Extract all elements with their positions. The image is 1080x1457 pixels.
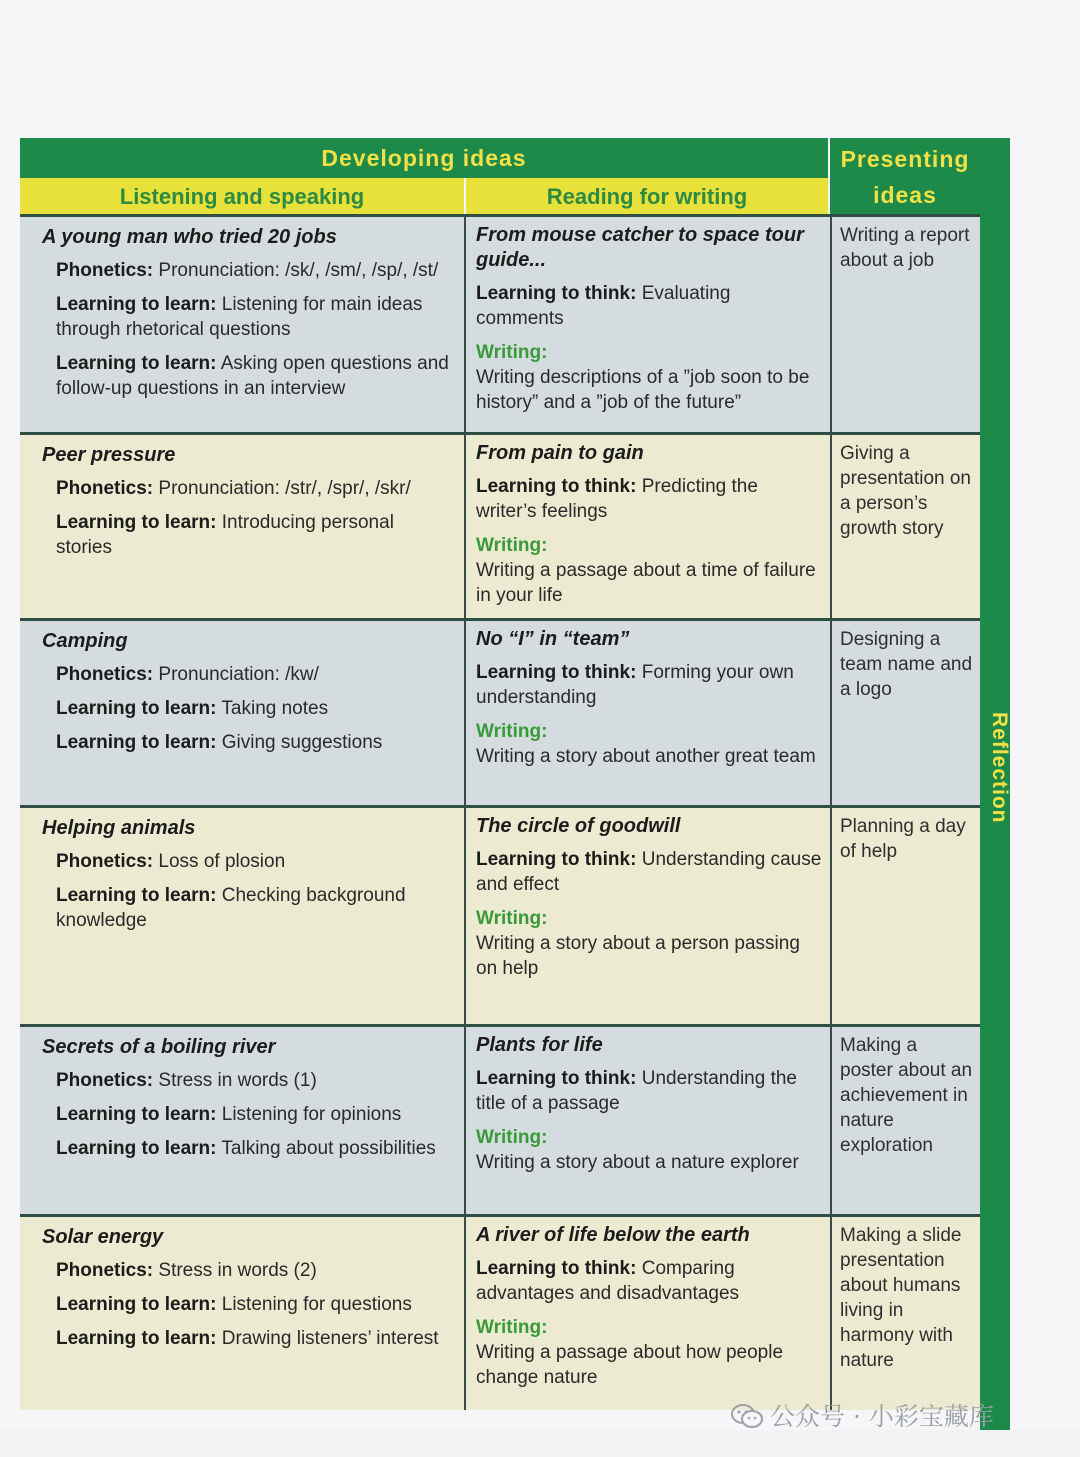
writing-text: Writing a story about another great team [476,746,816,767]
item-text: Predicting the writer’s feelings [476,476,758,522]
item-text: Talking about possibilities [216,1138,436,1159]
header-listening-speaking: Listening and speaking [20,178,464,214]
listening-item [56,1068,454,1093]
presenting-cell: Giving a presentation on a person’s growth story [830,435,980,618]
item-label: Learning to learn: [56,885,217,906]
item-text: Forming your own understanding [476,662,794,708]
item-text: Introducing personal stories [56,512,394,558]
item-text: Listening for opinions [216,1104,402,1125]
item-text: Pronunciation: /str/, /spr/, /skr/ [153,478,411,499]
listening-item [56,476,454,501]
item-label: Phonetics: [56,664,154,685]
writing-text: Writing a story about a nature explorer [476,1152,799,1173]
item-label: Learning to think: [476,1068,637,1089]
writing-task [476,906,822,981]
table-row [20,618,980,805]
listening-item [56,1102,454,1127]
reading-cell [464,1217,830,1410]
learning-to-think [476,281,822,331]
presenting-cell: Writing a report about a job [830,217,980,432]
item-label: Learning to think: [476,476,637,497]
listening-item [56,1136,454,1161]
writing-text: Writing a story about a person passing on help [476,933,800,979]
learning-to-think [476,847,822,897]
item-text: Giving suggestions [216,732,383,753]
listening-item [56,258,454,283]
item-label: Learning to learn: [56,698,217,719]
writing-task [476,1315,822,1390]
item-label: Phonetics: [56,1260,154,1281]
item-label: Learning to learn: [56,1328,217,1349]
reflection-label: Reflection [988,712,1011,824]
item-label: Learning to learn: [56,1138,217,1159]
item-text: Understanding the title of a passage [476,1068,797,1114]
table-row [20,805,980,1024]
unit-listening-title: Camping [42,630,128,652]
item-label: Phonetics: [56,478,154,499]
writing-task [476,1125,822,1175]
presenting-cell: Making a poster about an achievement in nature exploration [830,1027,980,1214]
item-text: Listening for questions [216,1294,412,1315]
presenting-cell: Planning a day of help [830,808,980,1024]
item-label: Phonetics: [56,260,154,281]
item-label: Learning to think: [476,849,637,870]
unit-reading-title: From pain to gain [476,442,644,464]
learning-to-think [476,1256,822,1306]
listening-item [56,730,454,755]
table-row [20,214,980,432]
unit-reading-title: From mouse catcher to space tour guide... [476,224,804,271]
unit-reading-title: Plants for life [476,1034,603,1056]
listening-item [56,1326,454,1351]
item-text: Evaluating comments [476,283,731,329]
writing-label: Writing: [476,908,548,929]
reading-cell [464,435,830,618]
unit-listening-title: Peer pressure [42,444,176,466]
item-text: Loss of plosion [153,851,286,872]
header-developing-ideas: Developing ideas [20,138,828,178]
listening-cell [20,621,464,805]
writing-label: Writing: [476,1127,548,1148]
listening-cell [20,435,464,618]
writing-text: Writing a passage about a time of failure in your life [476,560,816,606]
unit-reading-title: No “I” in “team” [476,628,630,650]
item-label: Learning to learn: [56,512,217,533]
item-label: Learning to learn: [56,1104,217,1125]
writing-task [476,340,822,415]
table-row [20,1214,980,1410]
item-text: Asking open questions and follow-up questions in an interview [56,353,449,399]
listening-cell [20,808,464,1024]
item-label: Learning to think: [476,662,637,683]
learning-to-think [476,660,822,710]
listening-cell [20,217,464,432]
listening-item [56,696,454,721]
item-text: Taking notes [216,698,329,719]
item-text: Stress in words (1) [153,1070,317,1091]
presenting-cell: Designing a team name and a logo [830,621,980,805]
syllabus-table [20,138,1010,1430]
item-text: Pronunciation: /kw/ [153,664,319,685]
item-text: Checking background knowledge [56,885,406,931]
page-bottom-margin [0,1430,1080,1457]
listening-item [56,292,454,342]
writing-text: Writing descriptions of a ”job soon to be history” and a ”job of the future” [476,367,810,413]
reading-cell [464,1027,830,1214]
unit-reading-title: A river of life below the earth [476,1224,750,1246]
writing-task [476,719,822,769]
unit-listening-title: A young man who tried 20 jobs [42,226,337,248]
unit-listening-title: Secrets of a boiling river [42,1036,276,1058]
unit-listening-title: Solar energy [42,1226,164,1248]
item-text: Listening for main ideas through rhetorical questions [56,294,423,340]
item-label: Learning to learn: [56,732,217,753]
listening-cell [20,1027,464,1214]
header-presenting-ideas: Presenting ideas [830,138,980,214]
listening-cell [20,1217,464,1410]
item-text: Comparing advantages and disadvantages [476,1258,740,1304]
reading-cell [464,217,830,432]
writing-text: Writing a passage about how people change nature [476,1342,784,1388]
item-label: Phonetics: [56,1070,154,1091]
writing-task [476,533,822,608]
item-label: Learning to learn: [56,353,217,374]
writing-label: Writing: [476,342,548,363]
listening-item [56,1292,454,1317]
item-text: Understanding cause and effect [476,849,822,895]
listening-item [56,849,454,874]
presenting-cell: Making a slide presentation about humans living in harmony with nature [830,1217,980,1410]
table-row [20,1024,980,1214]
listening-item [56,662,454,687]
item-text: Pronunciation: /sk/, /sm/, /sp/, /st/ [153,260,439,281]
writing-label: Writing: [476,1317,548,1338]
item-text: Stress in words (2) [153,1260,317,1281]
watermark-text: 公众号 · 小彩宝藏库 [770,1402,994,1431]
learning-to-think [476,1066,822,1116]
item-text: Drawing listeners’ interest [216,1328,439,1349]
header-reading-writing: Reading for writing [466,178,828,214]
learning-to-think [476,474,822,524]
item-label: Phonetics: [56,851,154,872]
reading-cell [464,621,830,805]
writing-label: Writing: [476,535,548,556]
table-row [20,432,980,618]
reading-cell [464,808,830,1024]
listening-item [56,883,454,933]
item-label: Learning to think: [476,1258,637,1279]
listening-item [56,351,454,401]
item-label: Learning to learn: [56,1294,217,1315]
watermark [730,1397,994,1433]
item-label: Learning to learn: [56,294,217,315]
listening-item [56,1258,454,1283]
unit-listening-title: Helping animals [42,817,196,839]
wechat-icon [730,1403,764,1429]
item-label: Learning to think: [476,283,637,304]
unit-reading-title: The circle of goodwill [476,815,681,837]
writing-label: Writing: [476,721,548,742]
listening-item [56,510,454,560]
